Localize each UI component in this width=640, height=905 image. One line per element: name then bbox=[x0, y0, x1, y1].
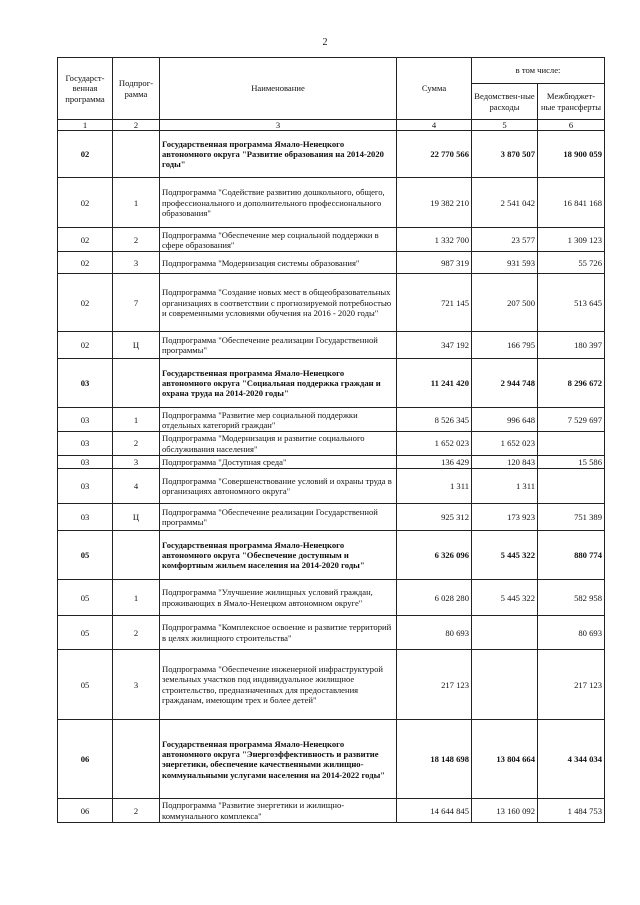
subprogram-code-cell: Ц bbox=[113, 504, 160, 531]
name-cell: Подпрограмма "Обеспечение инженерной инфраструктурой земельных участков под индивидуальное жилищное строительство, предназначенных для предоставления гражданам, имеющим трех и более детей" bbox=[160, 650, 397, 720]
transfers-cell: 880 774 bbox=[538, 531, 605, 580]
departmental-cell: 207 500 bbox=[472, 274, 538, 332]
sum-cell: 987 319 bbox=[397, 252, 472, 274]
transfers-cell: 15 586 bbox=[538, 455, 605, 468]
subprogram-code-cell: 7 bbox=[113, 274, 160, 332]
subprogram-code-cell bbox=[113, 359, 160, 408]
name-cell: Подпрограмма "Совершенствование условий и охраны труда в организациях автономного округа" bbox=[160, 469, 397, 504]
subprogram-code-cell bbox=[113, 131, 160, 178]
name-cell: Подпрограмма "Обеспечение реализации Государственной программы" bbox=[160, 332, 397, 359]
subprogram-row bbox=[58, 408, 605, 432]
departmental-cell: 931 593 bbox=[472, 252, 538, 274]
name-cell: Подпрограмма "Развитие мер социальной поддержки отдельных категорий граждан" bbox=[160, 408, 397, 432]
subprogram-row bbox=[58, 650, 605, 720]
name-cell: Подпрограмма "Обеспечение мер социальной поддержки в сфере образования" bbox=[160, 228, 397, 252]
program-code-cell: 02 bbox=[58, 131, 113, 178]
program-code-cell: 03 bbox=[58, 504, 113, 531]
program-row bbox=[58, 720, 605, 799]
name-cell: Государственная программа Ямало-Ненецкого автономного округа "Энергоэффективность и развитие энергетики, обеспечение качественными жилищно-коммунальными услугами населения на 2014-2022 годы" bbox=[160, 720, 397, 799]
departmental-cell: 996 648 bbox=[472, 408, 538, 432]
transfers-cell: 18 900 059 bbox=[538, 131, 605, 178]
departmental-cell: 5 445 322 bbox=[472, 531, 538, 580]
departmental-cell: 3 870 507 bbox=[472, 131, 538, 178]
sum-cell: 136 429 bbox=[397, 455, 472, 468]
budget-table bbox=[57, 57, 605, 823]
transfers-cell: 582 958 bbox=[538, 580, 605, 616]
departmental-cell: 2 944 748 bbox=[472, 359, 538, 408]
sum-cell: 217 123 bbox=[397, 650, 472, 720]
name-cell: Подпрограмма "Комплексное освоение и развитие территорий в целях жилищного строительства" bbox=[160, 616, 397, 650]
transfers-cell: 513 645 bbox=[538, 274, 605, 332]
transfers-cell bbox=[538, 469, 605, 504]
subprogram-row bbox=[58, 274, 605, 332]
subprogram-code-cell: 2 bbox=[113, 799, 160, 823]
transfers-cell: 217 123 bbox=[538, 650, 605, 720]
transfers-cell: 1 484 753 bbox=[538, 799, 605, 823]
name-cell: Подпрограмма "Модернизация системы образования" bbox=[160, 252, 397, 274]
column-number: 4 bbox=[397, 120, 472, 131]
departmental-cell: 1 652 023 bbox=[472, 432, 538, 456]
program-code-cell: 03 bbox=[58, 408, 113, 432]
sum-cell: 8 526 345 bbox=[397, 408, 472, 432]
subprogram-row bbox=[58, 504, 605, 531]
departmental-cell: 23 577 bbox=[472, 228, 538, 252]
transfers-cell: 55 726 bbox=[538, 252, 605, 274]
name-cell: Подпрограмма "Улучшение жилищных условий граждан, проживающих в Ямало-Ненецком автономном округе" bbox=[160, 580, 397, 616]
sum-cell: 22 770 566 bbox=[397, 131, 472, 178]
subprogram-row bbox=[58, 178, 605, 228]
transfers-cell: 7 529 697 bbox=[538, 408, 605, 432]
header-departmental: Ведомствен-ные расходы bbox=[472, 84, 538, 120]
sum-cell: 11 241 420 bbox=[397, 359, 472, 408]
sum-cell: 1 332 700 bbox=[397, 228, 472, 252]
subprogram-row bbox=[58, 228, 605, 252]
program-code-cell: 06 bbox=[58, 720, 113, 799]
subprogram-code-cell: 3 bbox=[113, 252, 160, 274]
subprogram-code-cell bbox=[113, 531, 160, 580]
name-cell: Подпрограмма "Доступная среда" bbox=[160, 455, 397, 468]
name-cell: Подпрограмма "Обеспечение реализации Государственной программы" bbox=[160, 504, 397, 531]
subprogram-row bbox=[58, 616, 605, 650]
name-cell: Государственная программа Ямало-Ненецкого автономного округа "Развитие образования на 2014-2020 годы" bbox=[160, 131, 397, 178]
column-number: 5 bbox=[472, 120, 538, 131]
program-row bbox=[58, 131, 605, 178]
transfers-cell bbox=[538, 432, 605, 456]
subprogram-code-cell: 3 bbox=[113, 650, 160, 720]
subprogram-code-cell: 2 bbox=[113, 616, 160, 650]
program-code-cell: 05 bbox=[58, 580, 113, 616]
header-program: Государст-венная программа bbox=[58, 58, 113, 120]
subprogram-row bbox=[58, 432, 605, 456]
header-subprogram: Подпрог-рамма bbox=[113, 58, 160, 120]
column-number: 3 bbox=[160, 120, 397, 131]
program-code-cell: 05 bbox=[58, 650, 113, 720]
subprogram-code-cell: 1 bbox=[113, 408, 160, 432]
program-code-cell: 03 bbox=[58, 455, 113, 468]
subprogram-row bbox=[58, 469, 605, 504]
sum-cell: 1 652 023 bbox=[397, 432, 472, 456]
transfers-cell: 751 389 bbox=[538, 504, 605, 531]
sum-cell: 925 312 bbox=[397, 504, 472, 531]
departmental-cell bbox=[472, 616, 538, 650]
program-code-cell: 03 bbox=[58, 469, 113, 504]
name-cell: Подпрограмма "Модернизация и развитие социального обслуживания населения" bbox=[160, 432, 397, 456]
subprogram-code-cell: 1 bbox=[113, 580, 160, 616]
sum-cell: 6 326 096 bbox=[397, 531, 472, 580]
subprogram-code-cell: 3 bbox=[113, 455, 160, 468]
name-cell: Подпрограмма "Развитие энергетики и жилищно-коммунального комплекса" bbox=[160, 799, 397, 823]
departmental-cell: 1 311 bbox=[472, 469, 538, 504]
sum-cell: 1 311 bbox=[397, 469, 472, 504]
program-code-cell: 05 bbox=[58, 531, 113, 580]
sum-cell: 14 644 845 bbox=[397, 799, 472, 823]
program-row bbox=[58, 359, 605, 408]
subprogram-row bbox=[58, 580, 605, 616]
sum-cell: 80 693 bbox=[397, 616, 472, 650]
column-number: 2 bbox=[113, 120, 160, 131]
transfers-cell: 4 344 034 bbox=[538, 720, 605, 799]
subprogram-row bbox=[58, 252, 605, 274]
transfers-cell: 8 296 672 bbox=[538, 359, 605, 408]
departmental-cell bbox=[472, 650, 538, 720]
subprogram-code-cell: 2 bbox=[113, 228, 160, 252]
program-code-cell: 03 bbox=[58, 359, 113, 408]
name-cell: Подпрограмма "Содействие развитию дошкольного, общего, профессионального и дополнительного профессионального образования" bbox=[160, 178, 397, 228]
header-name: Наименование bbox=[160, 58, 397, 120]
program-row bbox=[58, 531, 605, 580]
subprogram-row bbox=[58, 332, 605, 359]
departmental-cell: 120 843 bbox=[472, 455, 538, 468]
sum-cell: 19 382 210 bbox=[397, 178, 472, 228]
column-number: 6 bbox=[538, 120, 605, 131]
program-code-cell: 06 bbox=[58, 799, 113, 823]
sum-cell: 347 192 bbox=[397, 332, 472, 359]
subprogram-row bbox=[58, 799, 605, 823]
departmental-cell: 13 804 664 bbox=[472, 720, 538, 799]
program-code-cell: 02 bbox=[58, 274, 113, 332]
departmental-cell: 2 541 042 bbox=[472, 178, 538, 228]
program-code-cell: 03 bbox=[58, 432, 113, 456]
transfers-cell: 16 841 168 bbox=[538, 178, 605, 228]
name-cell: Подпрограмма "Создание новых мест в общеобразовательных организациях в соответствии с прогнозируемой потребностью и современными условиями обучения на 2016 - 2020 годы" bbox=[160, 274, 397, 332]
page-number: 2 bbox=[322, 37, 328, 48]
departmental-cell: 13 160 092 bbox=[472, 799, 538, 823]
program-code-cell: 02 bbox=[58, 228, 113, 252]
program-code-cell: 02 bbox=[58, 332, 113, 359]
subprogram-row bbox=[58, 455, 605, 468]
subprogram-code-cell: 4 bbox=[113, 469, 160, 504]
program-code-cell: 02 bbox=[58, 252, 113, 274]
transfers-cell: 180 397 bbox=[538, 332, 605, 359]
transfers-cell: 80 693 bbox=[538, 616, 605, 650]
departmental-cell: 173 923 bbox=[472, 504, 538, 531]
transfers-cell: 1 309 123 bbox=[538, 228, 605, 252]
subprogram-code-cell bbox=[113, 720, 160, 799]
name-cell: Государственная программа Ямало-Ненецкого автономного округа "Социальная поддержка граждан и охрана труда на 2014-2020 годы" bbox=[160, 359, 397, 408]
program-code-cell: 05 bbox=[58, 616, 113, 650]
subprogram-code-cell: Ц bbox=[113, 332, 160, 359]
departmental-cell: 166 795 bbox=[472, 332, 538, 359]
name-cell: Государственная программа Ямало-Ненецкого автономного округа "Обеспечение доступным и комфортным жильем населения на 2014-2020 годы" bbox=[160, 531, 397, 580]
header-sum: Сумма bbox=[397, 58, 472, 120]
departmental-cell: 5 445 322 bbox=[472, 580, 538, 616]
sum-cell: 721 145 bbox=[397, 274, 472, 332]
subprogram-code-cell: 1 bbox=[113, 178, 160, 228]
subprogram-code-cell: 2 bbox=[113, 432, 160, 456]
program-code-cell: 02 bbox=[58, 178, 113, 228]
header-transfers: Межбюджет-ные трансферты bbox=[538, 84, 605, 120]
sum-cell: 6 028 280 bbox=[397, 580, 472, 616]
column-number: 1 bbox=[58, 120, 113, 131]
sum-cell: 18 148 698 bbox=[397, 720, 472, 799]
header-including: в том числе: bbox=[472, 58, 605, 84]
